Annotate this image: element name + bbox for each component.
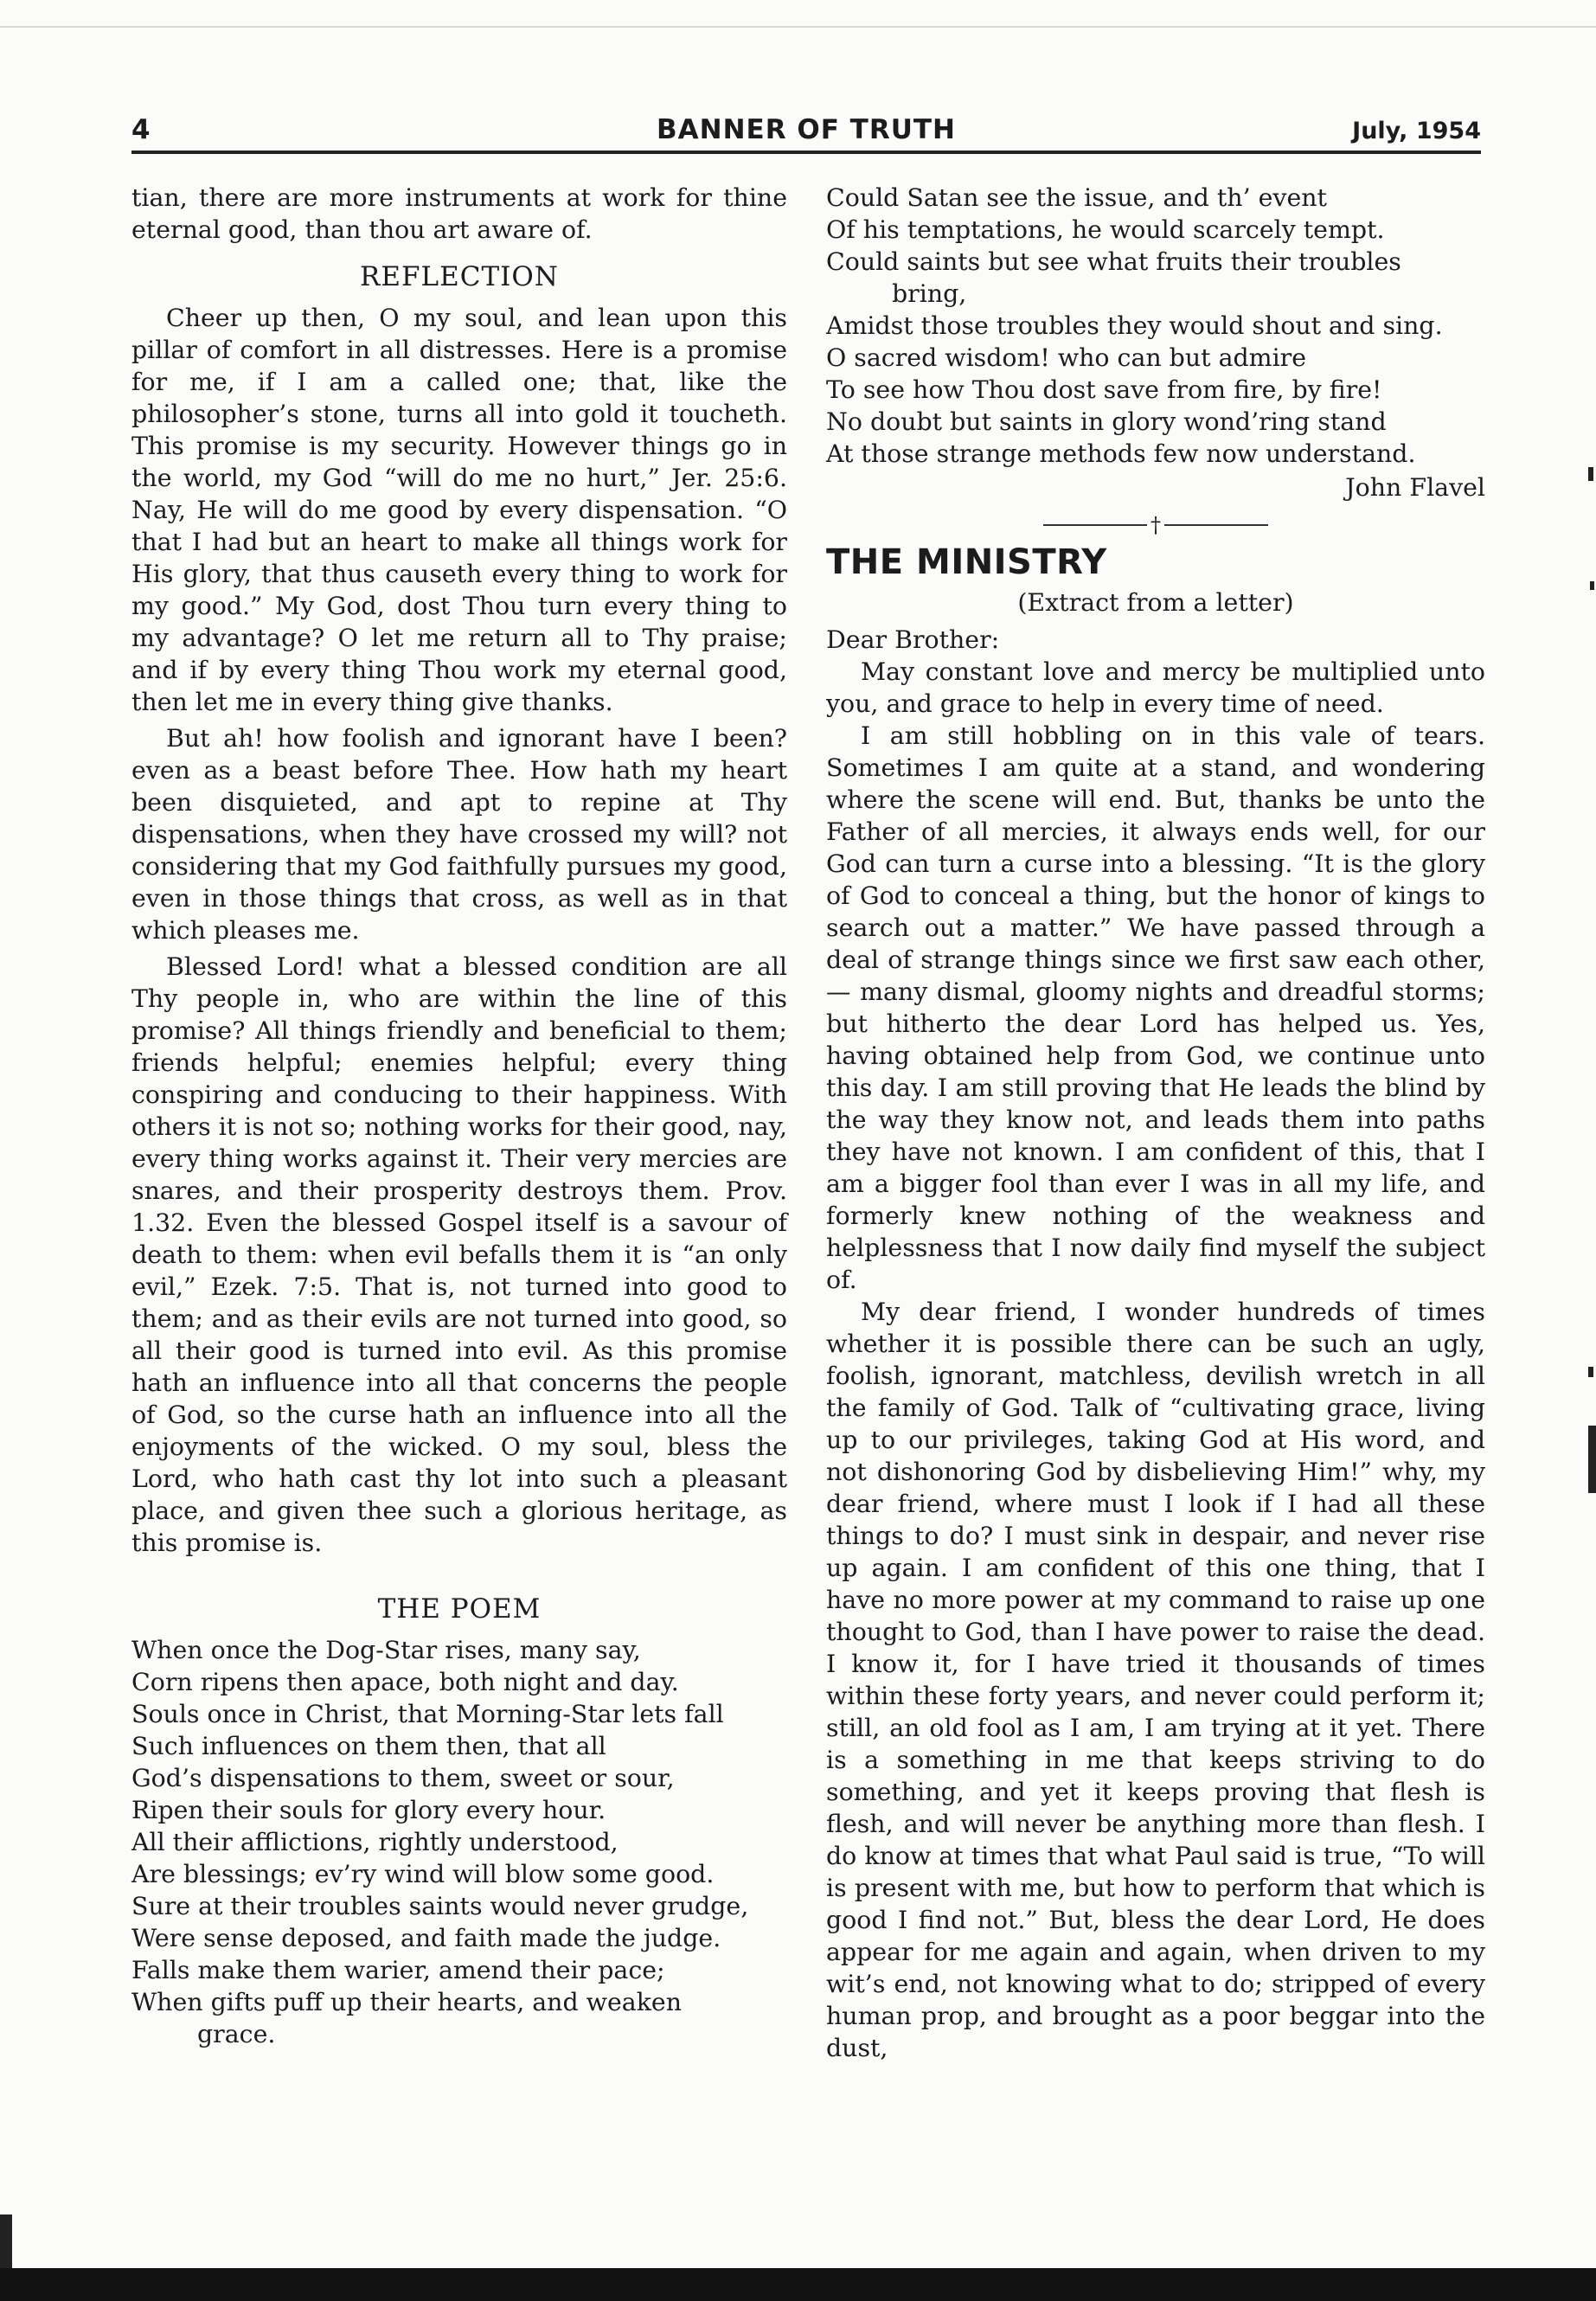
poem-line: Corn ripens then apace, both night and day. bbox=[131, 1668, 679, 1696]
poem-line: Amidst those troubles they would shout and sing. bbox=[826, 311, 1443, 340]
poem-line: O sacred wisdom! who can but admire bbox=[826, 343, 1307, 372]
poem-line: God’s dispensations to them, sweet or sour, bbox=[131, 1764, 675, 1792]
poem-line: grace. bbox=[197, 2020, 276, 2048]
body-paragraph: Blessed Lord! what a blessed condition are all Thy people in, who are within the line of this promise? All things friendly and beneficial to them; friends helpful; enemies helpful; every thing conspiring and conducing to their happiness. With others it is not so; nothing works for their good, nay, every thing works against it. Their very mercies are snares, and their prosperity destroys them. Prov. 1.32. Even the blessed Gospel itself is a savour of death to them: when evil befalls them it is “an only evil,” Ezek. 7:5. That is, not turned into good to them; and as their evils are not turned into good, so all their good is turned into evil. As this promise hath an influence into all that concerns the people of God, so the curse hath an influence into all the enjoyments of the wicked. O my soul, bless the Lord, who hath cast thy lot into such a pleasant place, and given thee such a glorious heritage, as this promise is. bbox=[131, 952, 787, 1557]
poem-line: bring, bbox=[892, 279, 967, 308]
poem-line: All their afflictions, rightly understood, bbox=[131, 1828, 619, 1856]
body-paragraph: My dear friend, I wonder hundreds of times whether it is possible there can be such an ugly, foolish, ignorant, matchless, devilish wretch in all the family of God. Talk of “cultivating grace, living up to our privileges, taking God at His word, and not dishonoring God by disbelieving Him!” why, my dear friend, where must I look if I had all these things to do? I must sink in despair, and never rise up again. I am confident of this one thing, that I have no more power at my command to raise up one thought to God, than I have power to raise the dead. I know it, for I have tried it thousands of times within these forty years, and never could perform it; still, an old fool as I am, I am trying at it yet. There is a something in me that keeps striving to do something, and yet it keeps proving that flesh is flesh, and will never be anything more than flesh. I do know at times that what Paul said is true, “To will is present with me, but how to perform that which is good I find not.” But, bless the dear Lord, He does appear for me again and again, when driven to my wit’s end, not knowing what to do; stripped of every human prop, and brought as a poor beggar into the dust, bbox=[826, 1298, 1485, 2062]
divider-rule bbox=[1043, 524, 1147, 526]
reflection-heading: REFLECTION bbox=[360, 261, 559, 292]
poem-line: When once the Dog-Star rises, many say, bbox=[131, 1636, 641, 1664]
poem-line: When gifts puff up their hearts, and weaken bbox=[131, 1988, 682, 2016]
poem-line: Of his temptations, he would scarcely tempt. bbox=[826, 215, 1385, 244]
continued-paragraph: tian, there are more instruments at work for thine eternal good, than thou art aware of. bbox=[131, 183, 787, 244]
poem-line: No doubt but saints in glory wond’ring stand bbox=[826, 407, 1387, 436]
dagger-icon: † bbox=[1151, 512, 1161, 537]
left-column bbox=[131, 182, 787, 2050]
poem-line: Were sense deposed, and faith made the judge. bbox=[131, 1924, 721, 1952]
body-paragraph: May constant love and mercy be multiplied unto you, and grace to help in every time of need. bbox=[826, 657, 1485, 718]
body-paragraph: Cheer up then, O my soul, and lean upon this pillar of comfort in all distresses. Here is a promise for me, if I am a called one; that, like the philosopher’s stone, turns all into gold it toucheth. This promise is my security. However things go in the world, my God “will do me no hurt,” Jer. 25:6. Nay, He will do me good by every dispensation. “O that I had but an heart to make all things work for His glory, that thus causeth every thing to work for my good.” My God, dost Thou turn every thing to my advantage? O let me return all to Thy praise; and if by every thing Thou work my eternal good, then let me in every thing give thanks. bbox=[131, 304, 787, 716]
scan-margin-mark bbox=[1590, 581, 1594, 590]
poem-attribution: John Flavel bbox=[1345, 473, 1485, 502]
poem-line: Sure at their troubles saints would never grudge, bbox=[131, 1892, 749, 1920]
poem-line: Such influences on them then, that all bbox=[131, 1732, 606, 1760]
poem-line: Falls make them warier, amend their pace; bbox=[131, 1956, 665, 1984]
poem bbox=[131, 1634, 787, 2050]
poem-line: Could Satan see the issue, and th’ event bbox=[826, 183, 1327, 212]
page-number: 4 bbox=[131, 114, 151, 145]
poem-line: Could saints but see what fruits their troubles bbox=[826, 247, 1401, 276]
scan-margin-mark bbox=[1588, 1367, 1593, 1377]
poem-line: At those strange methods few now understand. bbox=[826, 439, 1416, 468]
scan-top-edge bbox=[0, 26, 1596, 28]
section-divider bbox=[826, 510, 1485, 536]
right-column bbox=[826, 182, 1485, 2064]
letter-salutation: Dear Brother: bbox=[826, 625, 1000, 654]
ministry-title: THE MINISTRY bbox=[826, 542, 1107, 582]
ministry-subtitle: (Extract from a letter) bbox=[1017, 588, 1294, 617]
scan-left-edge bbox=[0, 2214, 12, 2275]
issue-date: July, 1954 bbox=[1352, 118, 1481, 144]
poem-continued bbox=[826, 182, 1485, 470]
poem-heading: THE POEM bbox=[377, 1593, 542, 1625]
body-paragraph: I am still hobbling on in this vale of tears. Sometimes I am quite at a stand, and wondering where the scene will end. But, thanks be unto the Father of all mercies, it always ends well, for our God can turn a curse into a blessing. “It is the glory of God to conceal a thing, but the honor of kings to search out a matter.” We have passed through a deal of strange things since we first saw each other, — many dismal, gloomy nights and dreadful storms; but hitherto the dear Lord has helped us. Yes, having obtained help from God, we continue unto this day. I am still proving that He leads the blind by the way they know not, and leads them into paths they have not known. I am confident of this, that I am a bigger fool than ever I was in all my life, and formerly knew nothing of the weakness and helplessness that I now daily find myself the subject of. bbox=[826, 721, 1485, 1294]
body-paragraph: But ah! how foolish and ignorant have I been? even as a beast before Thee. How hath my heart been disquieted, and apt to repine at Thy dispensations, when they have crossed my will? not considering that my God faithfully pursues my good, even in those things that cross, as well as in that which pleases me. bbox=[131, 724, 787, 945]
poem-line: Souls once in Christ, that Morning-Star lets fall bbox=[131, 1700, 724, 1728]
page-header bbox=[131, 111, 1481, 154]
poem-line: Are blessings; ev’ry wind will blow some good. bbox=[131, 1860, 715, 1888]
publication-title: BANNER OF TRUTH bbox=[657, 114, 956, 145]
scan-margin-mark bbox=[1588, 467, 1593, 481]
divider-rule bbox=[1164, 524, 1268, 526]
scan-bottom-edge bbox=[0, 2268, 1596, 2301]
scan-margin-mark bbox=[1588, 1426, 1596, 1493]
poem-line: Ripen their souls for glory every hour. bbox=[131, 1796, 606, 1824]
poem-line: To see how Thou dost save from fire, by fire! bbox=[826, 375, 1382, 404]
